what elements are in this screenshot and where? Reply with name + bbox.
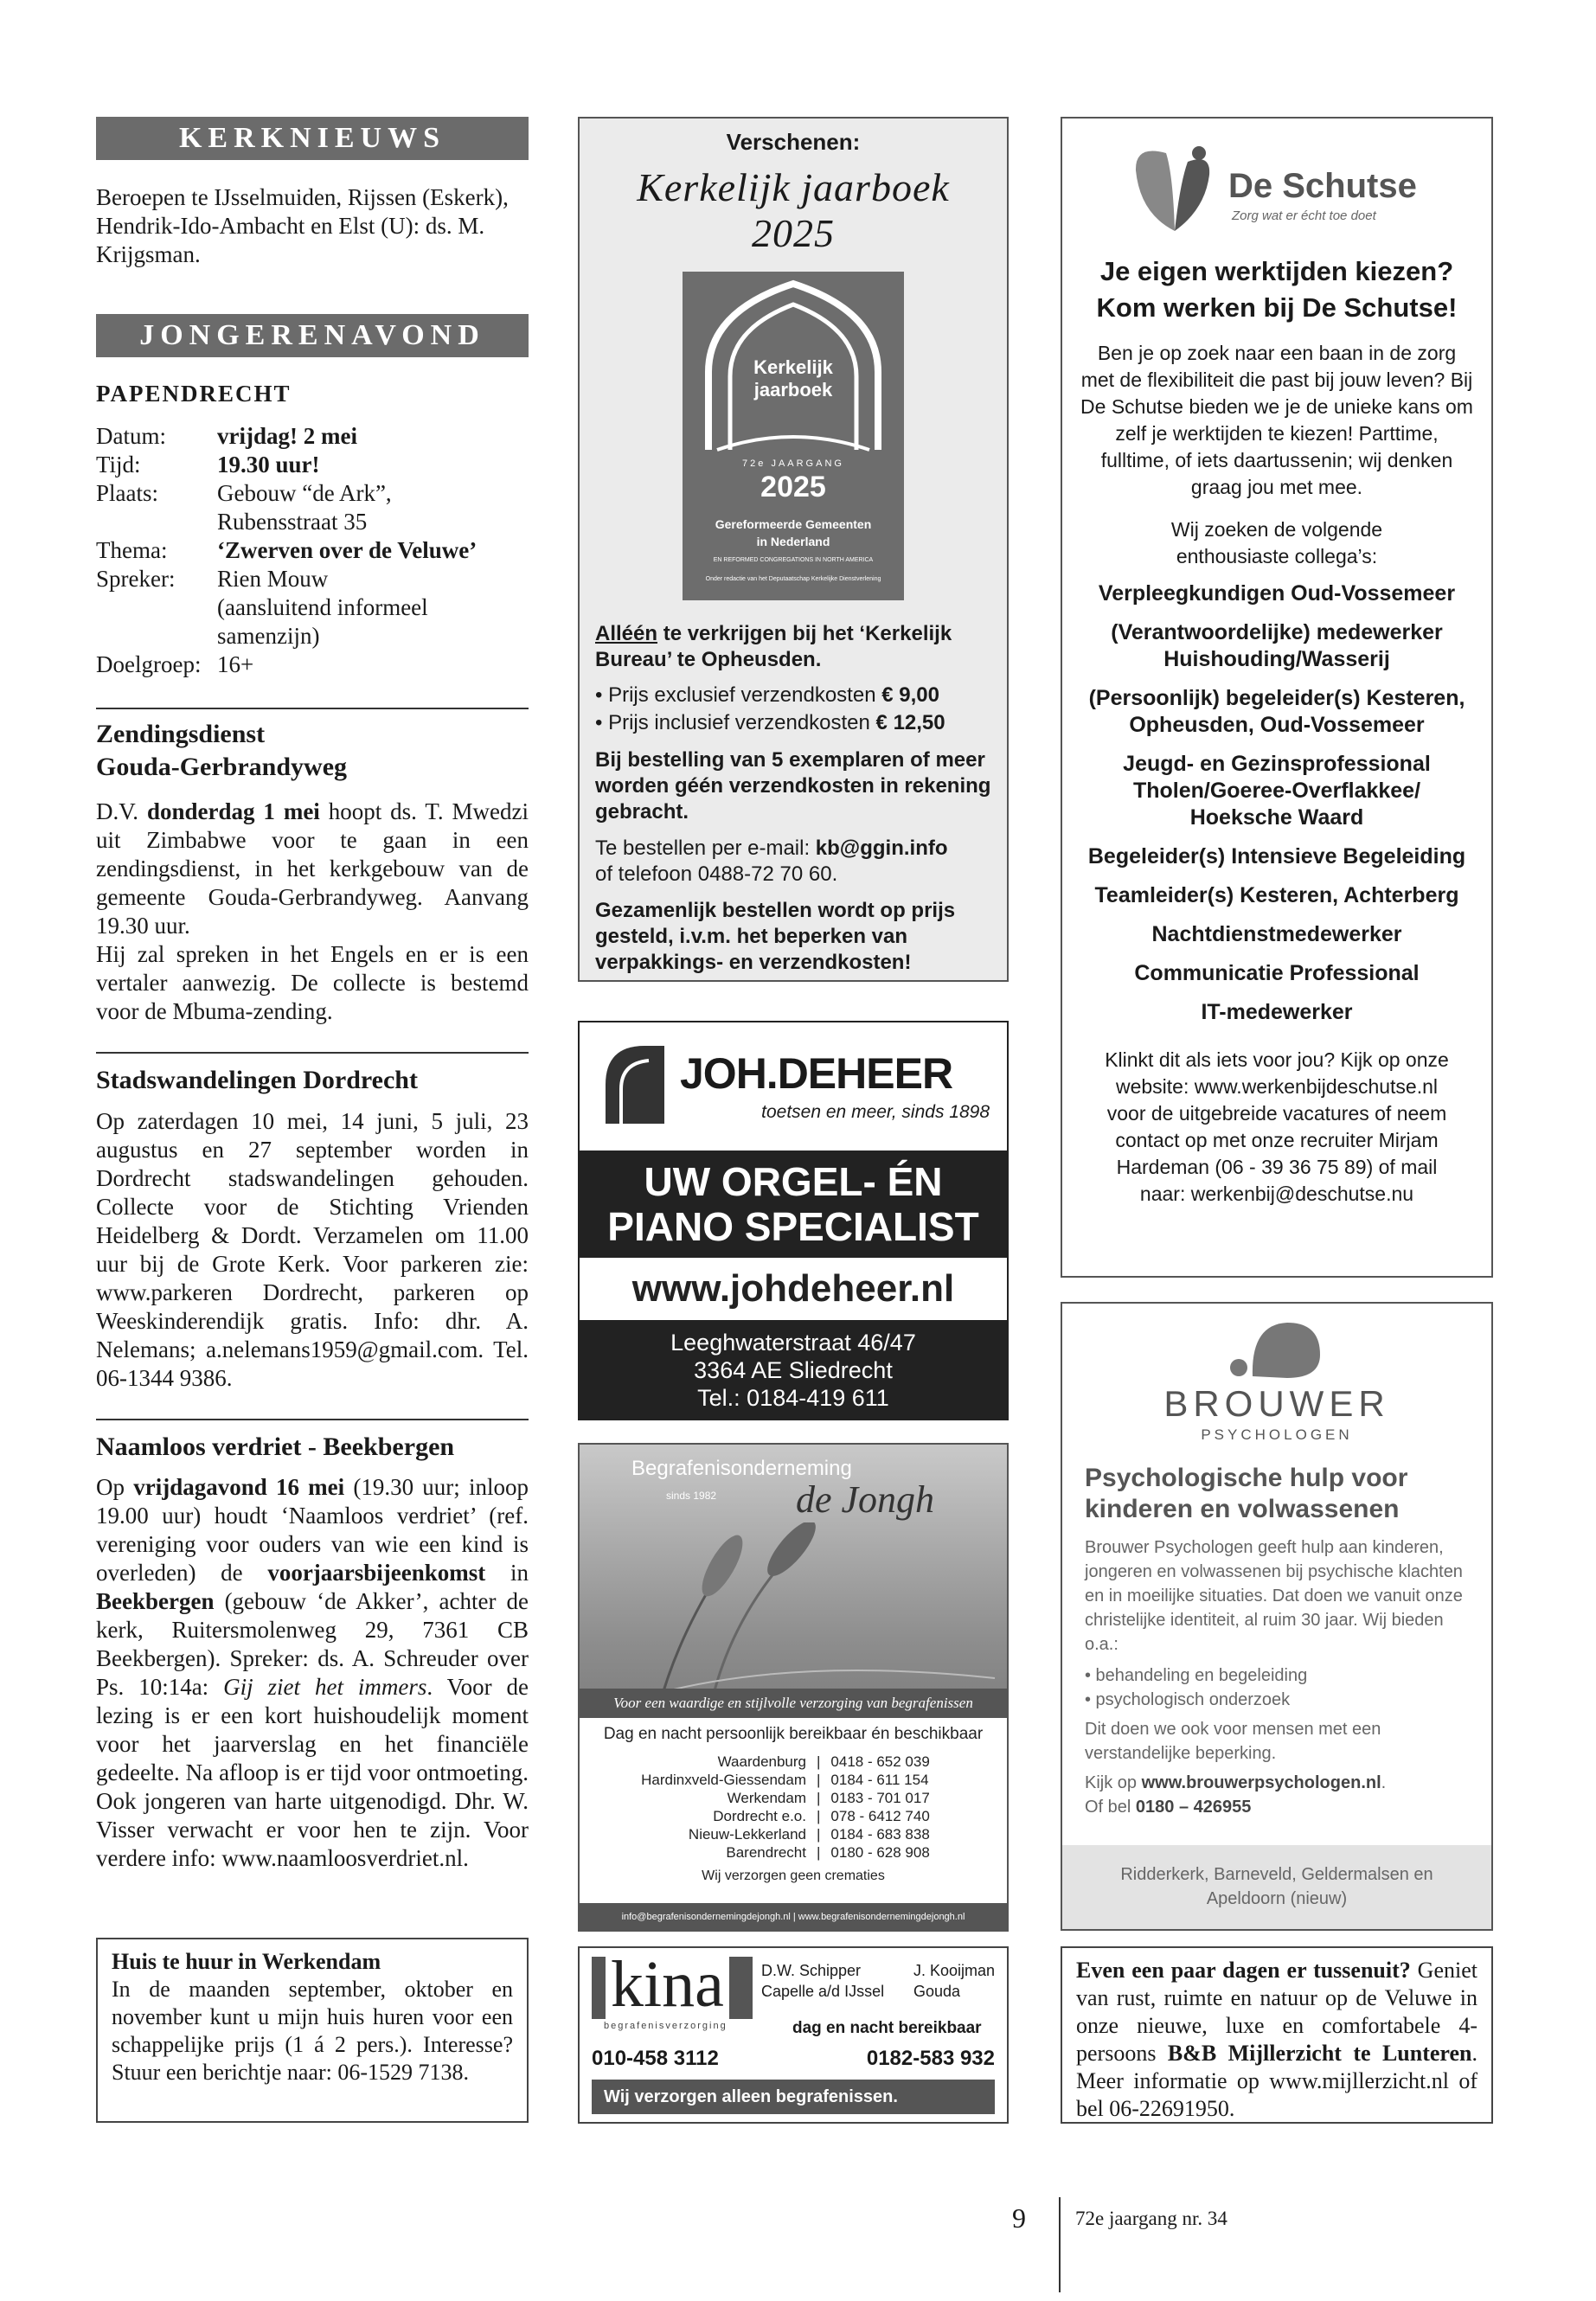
divider (96, 1052, 529, 1054)
divider (96, 1419, 529, 1420)
zending-text: D.V. donderdag 1 mei hoopt ds. T. Mwedzi uit Zimbabwe voor te gaan in een zendingsdienst, in het kerkgebouw van de gemeente Gouda-Gerbrandyweg. Aanvang 19.30 uur. Hij zal spreken in het Engels en er is een vertaler aanwezig. De collecte is bestemd voor de Mbuma-zending. (96, 798, 529, 1024)
wheat-icon (580, 1522, 1009, 1713)
job-item: Teamleider(s) Kesteren, Achterberg (1094, 883, 1459, 907)
jongh-places: Waardenburg | 0418 - 652 039 Hardinxveld-Giessendam | 0184 - 611 154 Werkendam | 0183 - 701 017 Dordrecht e.o. | 078 - 6412 740 Nieuw-Lekkerland | 0184 - 683 838 Barendrecht | 0180 - 628 908 (641, 1753, 930, 1861)
jongerenavond-header: JONGERENAVOND (96, 314, 529, 357)
jongh-top: Begrafenisonderneming (631, 1457, 852, 1480)
detail-key: Spreker: (96, 566, 176, 592)
brouwer-body: Brouwer Psychologen geeft hulp aan kinderen, jongeren en volwassenen bij psychische klachten en in moeilijke situaties. Dat doen we vanuit onze christelijke identiteit, al ruim 30 jaar. Wij bieden o.a.: • behandeling en begeleiding • psychologisch onderzoek Dit doen we ook voor mensen met een verstandelijke beperking. Kijk op www.brouwerpsychologen.nl. Of bel 0180 – 426955 (1085, 1538, 1463, 1817)
page-number: 9 (1012, 2202, 1026, 2234)
detail-value: (aansluitend informeel (217, 594, 428, 620)
kina-logosub: begrafenisverzorging (604, 2021, 727, 2031)
detail-key: Tijd: (96, 452, 141, 478)
schutse-jobs (1080, 580, 1474, 1026)
detail-value: Rien Mouw (217, 566, 329, 592)
kina-phone2: 0182-583 932 (866, 2047, 995, 2070)
brouwer-locations: Ridderkerk, Barneveld, Geldermalsen en Apeldoorn (nieuw) (1062, 1845, 1491, 1931)
job-item: Jeugd- en Gezinsprofessional Tholen/Goeree-Overflakkee/ Hoeksche Waard (1123, 752, 1431, 830)
jaarboek-verschenen: Verschenen: (726, 129, 861, 155)
naamloos-title: Naamloos verdriet - Beekbergen (96, 1433, 455, 1461)
detail-value: Rubensstraat 35 (217, 509, 368, 535)
deheer-line1: UW ORGEL- ÉN (644, 1159, 943, 1204)
jongh-line: Dag en nacht persoonlijk bereikbaar én beschikbaar (603, 1725, 984, 1743)
detail-row (96, 508, 529, 536)
detail-row (96, 422, 529, 451)
detail-value: ‘Zwerven over de Veluwe’ (217, 537, 478, 563)
jongh-name: de Jongh (796, 1478, 935, 1521)
jaarboek-together: Gezamenlijk bestellen wordt op prijs gesteld, i.v.m. het beperken van verpakkings- en verzendkosten! (595, 899, 956, 974)
jongh-info (580, 1718, 1007, 1903)
price-item: • Prijs inclusief verzendkosten € 12,50 (595, 711, 945, 734)
kina-logo: kina (606, 1950, 729, 2019)
detail-row (96, 536, 529, 565)
detail-row (96, 565, 529, 593)
kina-ad (578, 1946, 1009, 2124)
deheer-name: JOH.DEHEER (680, 1049, 953, 1098)
cover-jaargang: 72e JAARGANG (742, 458, 844, 469)
detail-value: samenzijn) (217, 623, 320, 649)
butterfly-icon (1123, 136, 1227, 240)
deheer-logo-icon (597, 1042, 666, 1128)
jaarboek-shipping: Bij bestelling van 5 exemplaren of meer worden géén verzendkosten in rekening gebracht. (595, 748, 991, 824)
detail-row (96, 651, 529, 679)
schutse-heading: Je eigen werktijden kiezen? Kom werken bij De Schutse! (1096, 256, 1458, 323)
detail-key: Doelgroep: (96, 651, 202, 677)
kerknieuws-header: KERKNIEUWS (96, 117, 529, 160)
jongh-ad (578, 1443, 1009, 1932)
deheer-line2: PIANO SPECIALIST (607, 1204, 979, 1249)
job-item: Nachtdienstmedewerker (1151, 922, 1402, 946)
brouwer-heading: Psychologische hulp voor kinderen en volwassenen (1085, 1464, 1408, 1523)
jaarboek-title: Kerkelijk jaarboek 2025 (637, 165, 950, 255)
job-item: Begeleider(s) Intensieve Begeleiding (1087, 844, 1466, 868)
jongh-footer: info@begrafenisondernemingdejongh.nl | www.begrafenisondernemingdejongh.nl (580, 1903, 1007, 1932)
job-item: Verpleegkundigen Oud-Vossemeer (1098, 581, 1456, 606)
brouwer-sub: PSYCHOLOGEN (1201, 1426, 1353, 1443)
schutse-name: De Schutse (1228, 167, 1417, 205)
jaarboek-availability: Alléén te verkrijgen bij het ‘Kerkelijk Bureau’ te Opheusden. (595, 622, 952, 671)
detail-row (96, 622, 529, 651)
kina-phone1: 010-458 3112 (592, 2047, 719, 2070)
jaarboek-order: Te bestellen per e-mail: kb@ggin.info of telefoon 0488-72 70 60. (595, 836, 948, 886)
brouwer-logo-icon (1227, 1316, 1330, 1385)
brouwer-ad (1061, 1302, 1493, 1931)
issue-info: 72e jaargang nr. 34 (1075, 2208, 1227, 2229)
huis-text: In de maanden september, oktober en november kunt u mijn huis huren voor een schappelijke prijs (1 á 2 pers.). Interesse? Stuur een berichtje naar: 06-1529 7138. (112, 1977, 513, 2085)
detail-value: Gebouw “de Ark”, (217, 480, 392, 506)
detail-value: 16+ (217, 651, 254, 677)
detail-key (96, 593, 217, 622)
job-item: (Persoonlijk) begeleider(s) Kesteren, Opheusden, Oud-Vossemeer (1088, 686, 1465, 737)
jongerenavond-details (96, 422, 529, 679)
job-item: (Verantwoordelijke) medewerker Huishouding/Wasserij (1111, 620, 1443, 671)
deheer-url[interactable]: www.johdeheer.nl (580, 1258, 1007, 1320)
stad-text: Op zaterdagen 10 mei, 14 juni, 5 juli, 23 augustus en 27 september worden in Dordrecht stadswandelingen gehouden. Collecte voor de Stichting Vrienden Heidelberg & Dordt. Verzamelen om 11.00 uur bij de Grote Kerk. Voor parkeren zie: www.parkeren Dordrecht, parkeren op Weeskinderendijk gratis. Info: dhr. A. Nelemans; a.nelemans1959@gmail.com. Tel. 06-1344 9386. (96, 1108, 529, 1391)
schutse-tag: Zorg wat er écht toe doet (1232, 208, 1376, 223)
detail-value: 19.30 uur! (217, 452, 320, 478)
kina-avail: dag en nacht bereikbaar (792, 2019, 982, 2037)
kina-names: D.W. Schipper J. Kooijman Capelle a/d IJssel Gouda (761, 1962, 996, 2000)
detail-key (96, 508, 217, 536)
jongh-since: sinds 1982 (666, 1490, 717, 1502)
deheer-tag: toetsen en meer, sinds 1898 (761, 1102, 990, 1122)
brouwer-name: BROUWER (1163, 1383, 1390, 1424)
huis-title: Huis te huur in Werkendam (112, 1949, 381, 1974)
detail-key: Plaats: (96, 480, 158, 506)
detail-row (96, 593, 529, 622)
stad-title: Stadswandelingen Dordrecht (96, 1066, 418, 1094)
divider (96, 708, 529, 709)
schutse-ad (1061, 117, 1493, 1278)
jongerenavond-place: PAPENDRECHT (96, 381, 292, 407)
jongh-banner: Voor een waardige en stijlvolle verzorging van begrafenissen (580, 1689, 1007, 1718)
cover-title1: Kerkelijk (753, 356, 833, 378)
kerknieuws-text: Beroepen te IJsselmuiden, Rijssen (Eskerk), Hendrik-Ido-Ambacht en Elst (U): ds. M. Krijgsman. (96, 184, 509, 267)
jaarboek-prices (595, 682, 991, 737)
detail-key (96, 622, 217, 651)
detail-row (96, 479, 529, 508)
schutse-intro: Ben je op zoek naar een baan in de zorg met de flexibiliteit die past bij jouw leven? Bij De Schutse bieden we je de unieke kans om zelf je werktijden te kiezen! Parttime, fulltime, of iets daartussenin; wij denken graag jou met mee. (1080, 342, 1473, 498)
schutse-lookfor: Wij zoeken de volgende enthousiaste collega’s: (1170, 518, 1383, 567)
cover-year: 2025 (760, 471, 826, 503)
footer-divider (1059, 2197, 1061, 2292)
job-item: Communicatie Professional (1134, 961, 1420, 985)
job-item: IT-medewerker (1201, 1000, 1353, 1024)
detail-row (96, 451, 529, 479)
detail-value: vrijdag! 2 mei (217, 423, 357, 449)
naamloos-text: Op vrijdagavond 16 mei (19.30 uur; inloop 19.00 uur) houdt ‘Naamloos verdriet’ (ref. vereniging voor ouders van wie een kind is overleden) de voorjaarsbijeenkomst in Beekbergen (gebouw ‘de Akker’, achter de kerk, Ruitersmolenweg 29, 7361 CB Beekbergen). Spreker: ds. A. Schreuder over Ps. 10:14a: Gij ziet het immers. Voor de lezing is er een kort huishoudelijk moment voor het jaarverslag en het financiële gedeelte. Na afloop is er tijd voor ontmoeting. Ook jongeren van harte uitgenodigd. Dhr. W. Visser verwacht er voor hen te zijn. Voor verdere info: www.naamloosverdriet.nl. (96, 1474, 529, 1871)
jaarboek-ad (578, 117, 1009, 982)
schutse-contact: Klinkt dit als iets voor jou? Kijk op onze website: www.werkenbijdeschutse.nl voor de uitgebreide vacatures of neem contact op met onze recruiter Mirjam Hardeman (06 - 39 36 75 89) of mail naar: werkenbij@deschutse.nu (1105, 1048, 1449, 1205)
kina-bar: Wij verzorgen alleen begrafenissen. (592, 2080, 995, 2114)
detail-key: Thema: (96, 537, 168, 563)
cover-title2: jaarboek (753, 379, 833, 401)
jaarboek-cover: Kerkelijk jaarboek 72e JAARGANG 2025 Gereformeerde Gemeenten in Nederland EN REFORMED CONGREGATIONS IN NORTH AMERICA Onder redactie van het Deputaatschap Kerkelijke Dienstverlening (683, 272, 904, 600)
mijller-ad: Even een paar dagen er tussenuit? Geniet van rust, ruimte en natuur op de Veluwe in onze nieuwe, luxe en comfortabele 4-persoons B&B Mijllerzicht te Lunteren. Meer informatie op www.mijllerzicht.nl of bel 06-22691950. (1061, 1946, 1493, 2124)
jongh-note: Wij verzorgen geen crematies (702, 1868, 885, 1883)
huis-ad (96, 1938, 529, 2123)
price-item: • Prijs exclusief verzendkosten € 9,00 (595, 683, 939, 707)
deheer-address: Leeghwaterstraat 46/47 3364 AE Sliedrecht Tel.: 0184-419 611 (670, 1330, 916, 1411)
detail-key: Datum: (96, 423, 166, 449)
deheer-ad (578, 1021, 1009, 1420)
zending-title: Zendingsdienst Gouda-Gerbrandyweg (96, 720, 348, 781)
